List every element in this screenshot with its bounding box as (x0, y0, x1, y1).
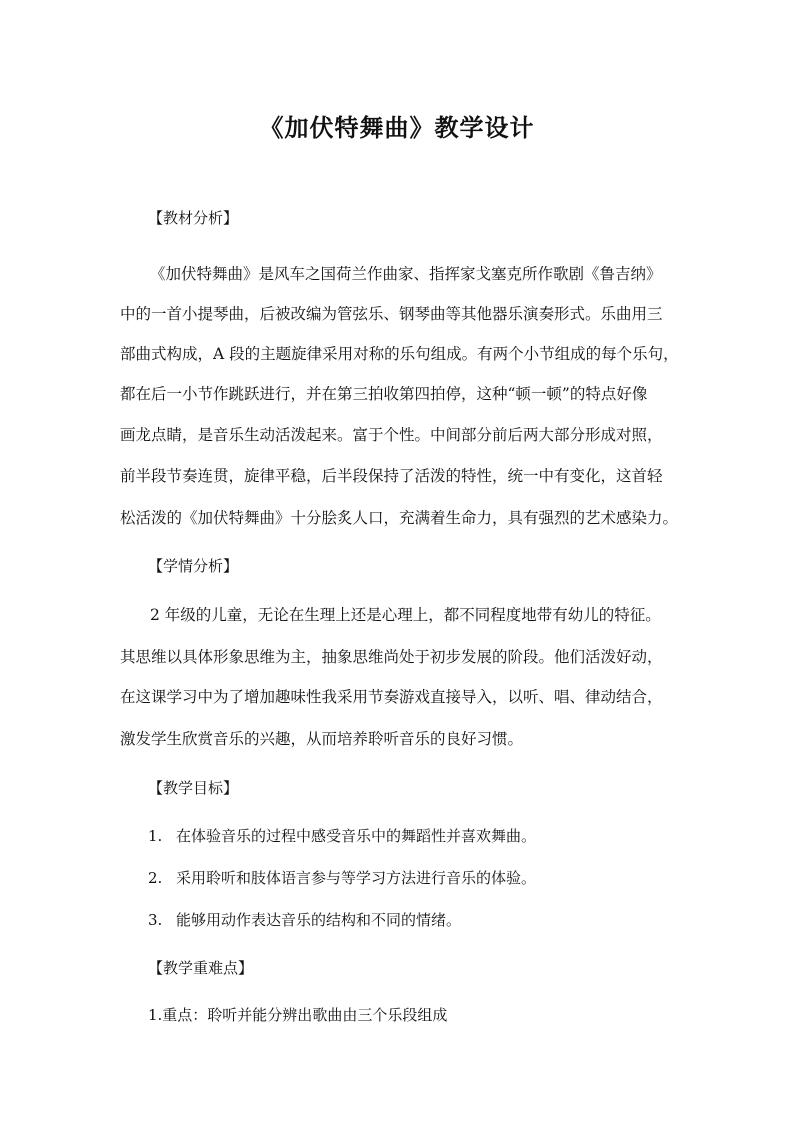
section-heading-material: 【教材分析】 (148, 209, 239, 227)
paragraph-line: 2 年级的儿童，无论在生理上还是心理上，都不同程度地带有幼儿的特征。 (150, 606, 661, 624)
paragraph-line: 《加伏特舞曲》是风车之国荷兰作曲家、指挥家戈塞克所作歌剧《鲁吉纳》 (150, 265, 662, 283)
goal-number: 3. (148, 911, 163, 929)
goal-list-item (148, 909, 461, 930)
goal-number: 2. (148, 869, 163, 887)
document-title: 《加伏特舞曲》教学设计 (259, 113, 535, 142)
keypoint-line: 1.重点：聆听并能分辨出歌曲由三个乐段组成 (148, 1006, 448, 1024)
goal-text: 在体验音乐的过程中感受音乐中的舞蹈性并喜欢舞曲。 (176, 827, 537, 845)
paragraph-line: 激发学生欣赏音乐的兴趣，从而培养聆听音乐的良好习惯。 (120, 730, 524, 748)
paragraph-line: 其思维以具体形象思维为主，抽象思维尚处于初步发展的阶段。他们活泼好动， (120, 648, 663, 666)
paragraph-line: 部曲式构成，A 段的主题旋律采用对称的乐句组成。有两个小节组成的每个乐句， (120, 345, 679, 363)
goal-text: 能够用动作表达音乐的结构和不同的情绪。 (176, 911, 462, 929)
section-heading-students: 【学情分析】 (148, 557, 239, 575)
section-heading-keypoints: 【教学重难点】 (148, 959, 254, 977)
paragraph-line: 中的一首小提琴曲，后被改编为管弦乐、钢琴曲等其他器乐演奏形式。乐曲用三 (120, 305, 663, 323)
goal-list-item (148, 867, 536, 888)
goal-text: 采用聆听和肢体语言参与等学习方法进行音乐的体验。 (176, 869, 537, 887)
goal-number: 1. (148, 827, 163, 845)
paragraph-line: 在这课学习中为了增加趣味性我采用节奏游戏直接导入，以听、唱、律动结合， (120, 688, 663, 706)
paragraph-line: 画龙点睛，是音乐生动活泼起来。富于个性。中间部分前后两大部分形成对照， (120, 426, 663, 444)
paragraph-line: 前半段节奏连贯，旋律平稳，后半段保持了活泼的特性，统一中有变化，这首轻 (120, 467, 663, 485)
goal-list-item (148, 825, 536, 846)
paragraph-line: 松活泼的《加伏特舞曲》十分脍炙人口，充满着生命力，具有强烈的艺术感染力。 (120, 509, 679, 527)
section-heading-goals: 【教学目标】 (148, 779, 239, 797)
paragraph-line: 都在后一小节作跳跃进行，并在第三拍收第四拍停，这种“顿一顿”的特点好像 (120, 385, 648, 403)
